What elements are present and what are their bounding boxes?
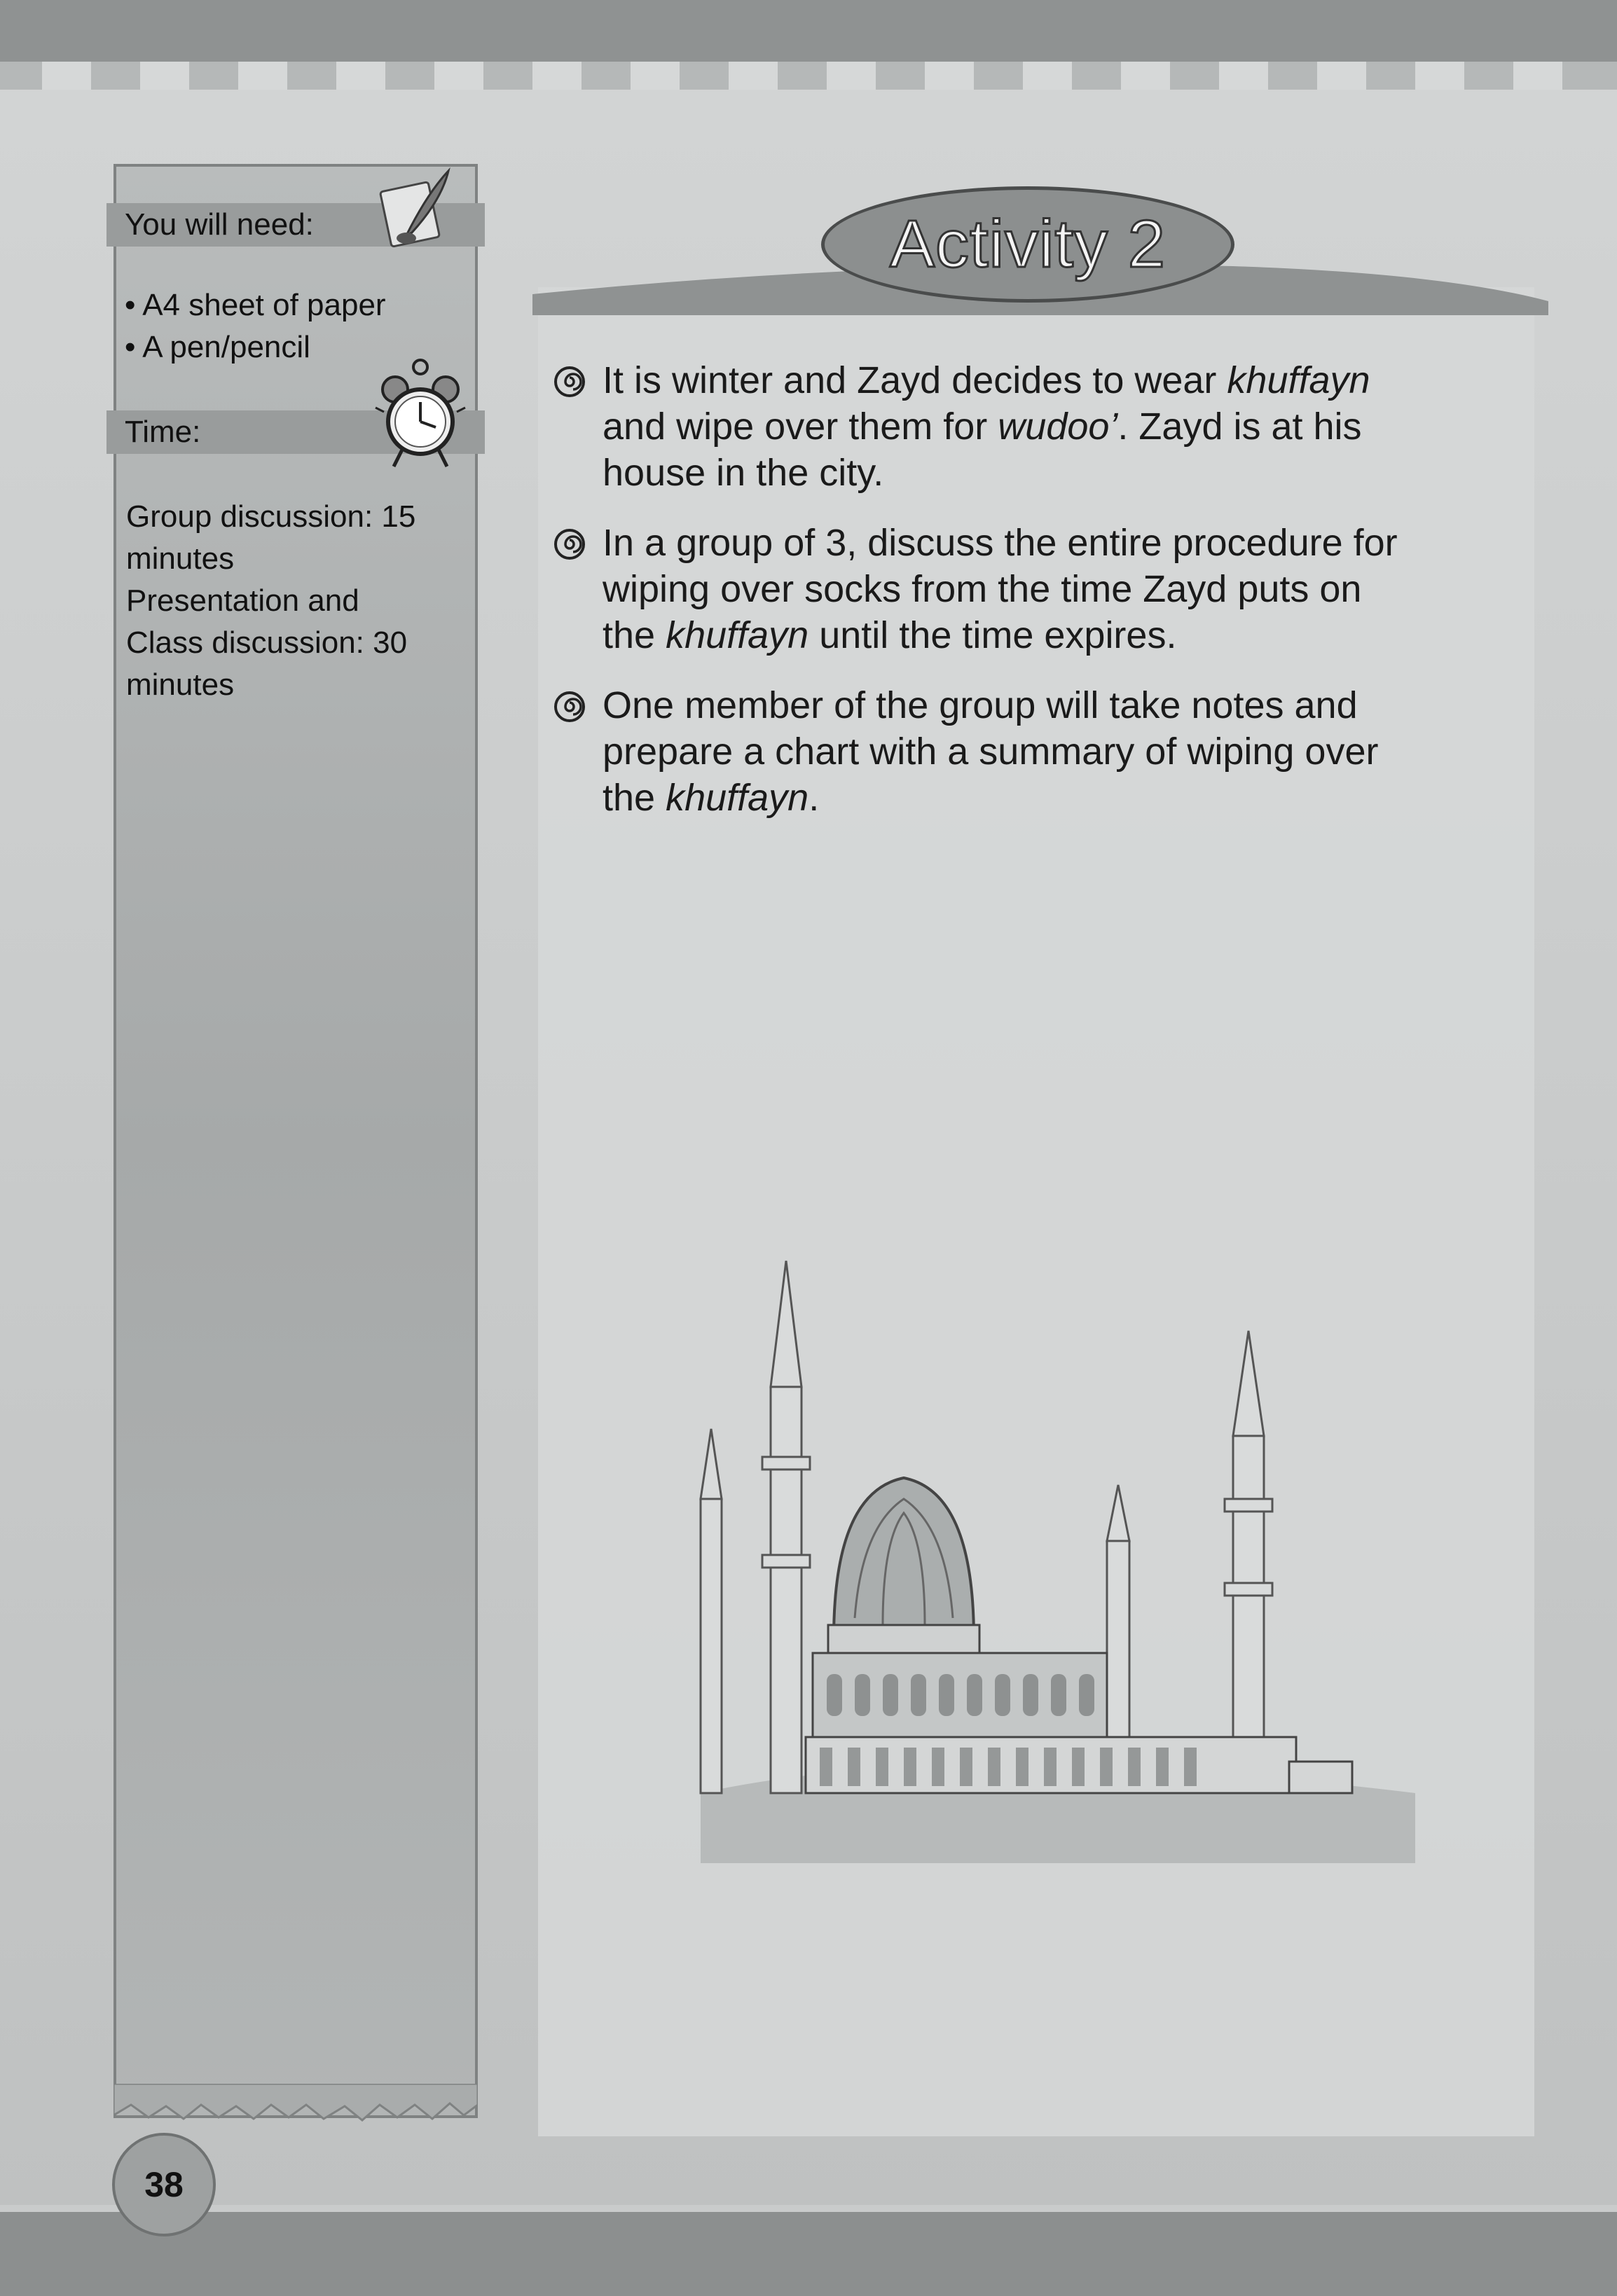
instruction-3: One member of the group will take notes and prepare a chart with a summary of wiping over the khuffayn. <box>553 682 1527 821</box>
time-line-4: Class discussion: 30 <box>126 625 408 660</box>
page-number: 38 <box>112 2133 216 2236</box>
time-line-5: minutes <box>126 668 235 702</box>
top-band <box>0 0 1617 62</box>
time-label: Time: <box>125 415 201 449</box>
mosque-illustration <box>673 1247 1429 1863</box>
instruction-2: In a group of 3, discuss the entire procedure for wiping over socks from the time Zayd puts on the khuffayn until the time expires. <box>553 520 1527 658</box>
checker-row <box>0 62 1617 90</box>
spiral-bullet-icon <box>553 691 586 723</box>
alarm-clock-icon <box>371 357 469 469</box>
need-item-2: • A pen/pencil <box>125 330 310 364</box>
time-line-2: minutes <box>126 541 235 576</box>
time-line-3: Presentation and <box>126 583 359 618</box>
need-label: You will need: <box>125 207 314 242</box>
bottom-band <box>0 2212 1617 2296</box>
need-item-1: • A4 sheet of paper <box>125 288 386 322</box>
instruction-1: It is winter and Zayd decides to wear khuffayn and wipe over them for wudoo’. Zayd is at his house in the city. <box>553 357 1527 496</box>
quill-icon <box>378 165 455 249</box>
torn-edge <box>113 2084 478 2126</box>
spiral-bullet-icon <box>553 366 586 398</box>
activity-instructions <box>553 357 1527 845</box>
time-line-1: Group discussion: 15 <box>126 499 416 534</box>
spiral-bullet-icon <box>553 528 586 560</box>
activity-title: Activity 2 <box>889 207 1167 282</box>
